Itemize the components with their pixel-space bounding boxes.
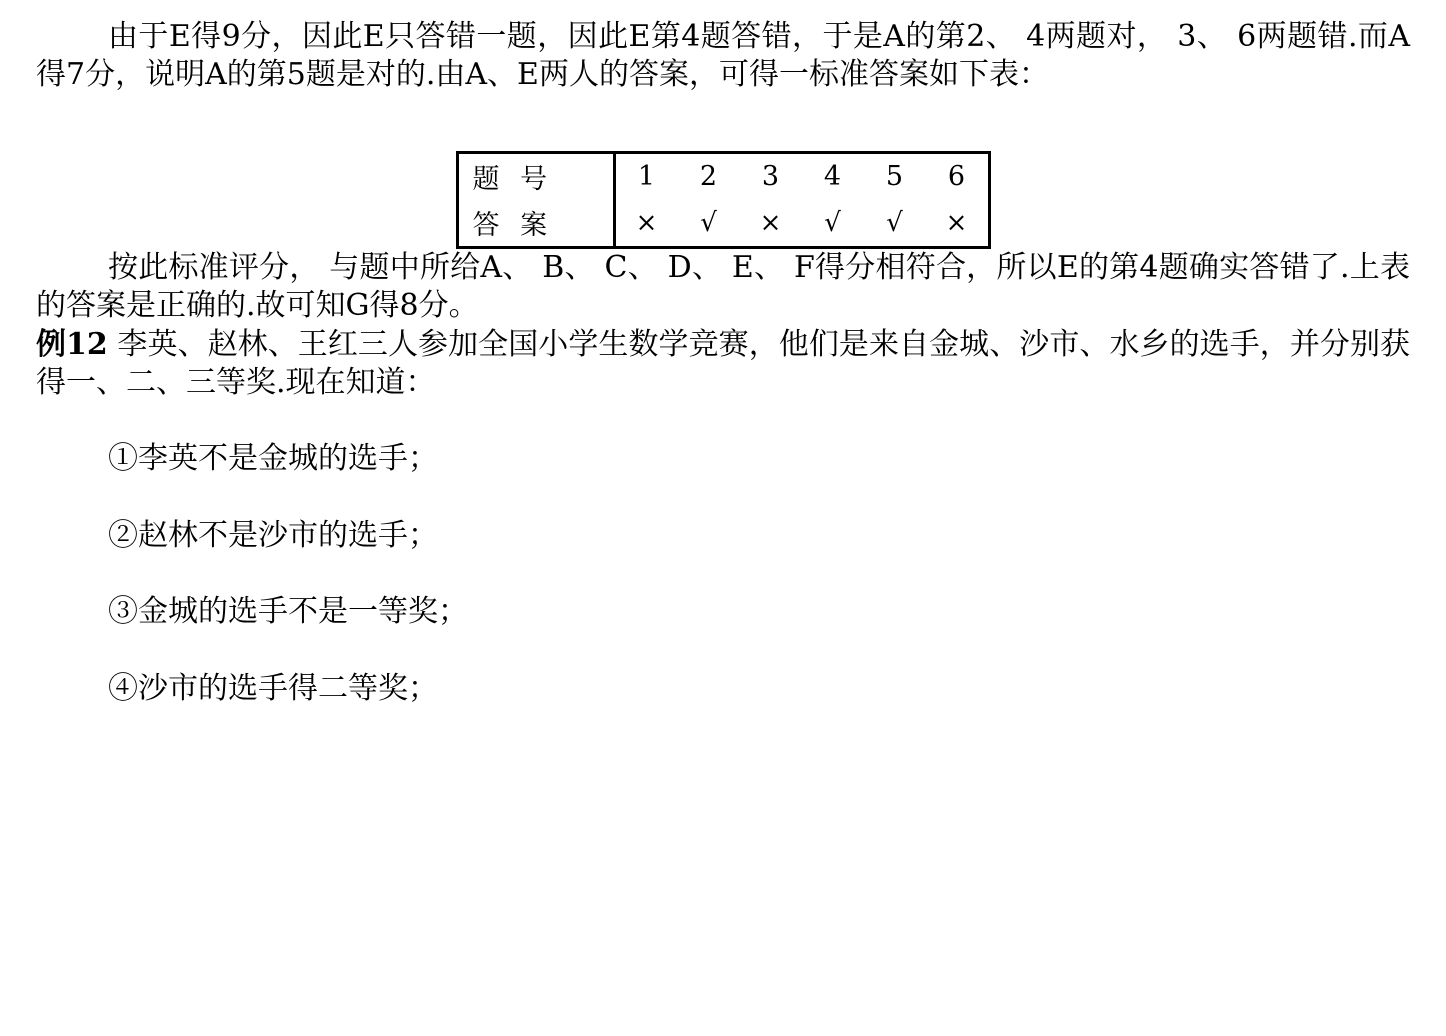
question-number-cell: 2 [699, 161, 718, 193]
condition-item: ②赵林不是沙市的选手； [108, 517, 438, 553]
answer-cell: √ [700, 207, 717, 238]
answer-cell: × [759, 207, 782, 238]
standard-answer-table-wrapper [36, 151, 1410, 249]
answer-cell: √ [824, 207, 841, 238]
question-number-cell: 3 [761, 161, 780, 193]
question-number-cell: 1 [637, 161, 656, 193]
question-number-cell: 5 [885, 161, 904, 193]
paragraph-verification: 按此标准评分， 与题中所给A、 B、 C、 D、 E、 F得分相符合，所以E的第4题确实答错了.上表的答案是正确的.故可知G得8分。 [36, 249, 1410, 324]
question-number-cell: 4 [823, 161, 842, 193]
question-number-cell: 6 [947, 161, 966, 193]
table-row [457, 200, 989, 248]
condition-item: ③金城的选手不是一等奖； [108, 594, 468, 630]
answer-cell: √ [886, 207, 903, 238]
answer-cell: × [635, 207, 658, 238]
answer-cell: × [945, 207, 968, 238]
example-label: 例12 [36, 326, 108, 362]
paragraph-reasoning: 由于E得9分，因此E只答错一题，因此E第4题答错，于是A的第2、 4两题对， 3、 6两题错.而A得7分，说明A的第5题是对的.由A、E两人的答案，可得一标准答案如下表： [36, 19, 1410, 93]
table-row [457, 152, 989, 200]
standard-answer-table [456, 151, 991, 249]
condition-item: ①李英不是金城的选手； [108, 441, 438, 477]
example-body: 李英、赵林、王红三人参加全国小学生数学竞赛，他们是来自金城、沙市、水乡的选手，并分别获得一、二、三等奖.现在知道： [36, 326, 1411, 400]
row-label-question-number: 题 号 [457, 152, 614, 200]
condition-item: ④沙市的选手得二等奖； [108, 670, 438, 706]
paragraph-example-12 [36, 326, 1410, 403]
row-label-answer: 答 案 [457, 200, 614, 248]
